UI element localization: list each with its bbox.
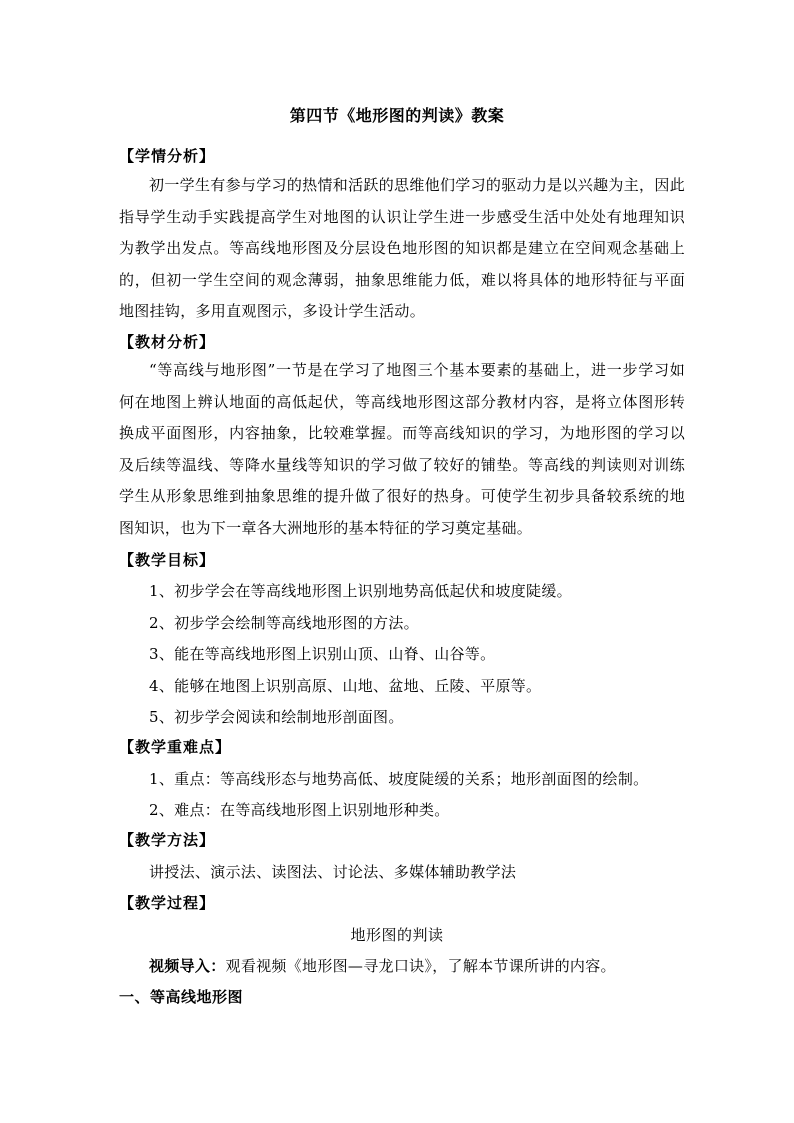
objective-item: 3、能在等高线地形图上识别山顶、山脊、山谷等。	[149, 645, 496, 663]
objective-item: 1、初步学会在等高线地形图上识别地势高低起伏和坡度陡缓。	[149, 582, 572, 600]
document-title: 第四节《地形图的判读》教案	[289, 106, 505, 125]
heading-zhongnandian: 【教学重难点】	[119, 738, 232, 756]
objective-item: 4、能够在地图上识别高原、山地、盆地、丘陵、平原等。	[149, 677, 542, 695]
heading-jiaocai: 【教材分析】	[119, 333, 216, 351]
teaching-methods-text: 讲授法、演示法、读图法、讨论法、多媒体辅助教学法	[149, 863, 517, 881]
section-one-heading: 一、等高线地形图	[119, 988, 244, 1006]
heading-guocheng: 【教学过程】	[119, 894, 216, 912]
objective-item: 2、初步学会绘制等高线地形图的方法。	[149, 614, 419, 632]
heading-fangfa: 【教学方法】	[119, 831, 216, 849]
video-intro-line	[149, 955, 616, 976]
key-point-item: 2、难点：在等高线地形图上识别地形种类。	[149, 801, 450, 819]
video-intro-text: 观看视频《地形图—寻龙口诀》，了解本节课所讲的内容。	[225, 957, 616, 975]
key-point-item: 1、重点：等高线形态与地势高低、坡度陡缓的关系；地形剖面图的绘制。	[149, 770, 649, 788]
video-intro-lead: 视频导入：	[149, 957, 226, 975]
paragraph-jiaocai: “等高线与地形图”一节是在学习了地图三个基本要素的基础上，进一步学习如何在地图上辨认地面的高低起伏，等高线地形图这部分教材内容，是将立体图形转换成平面图形，内容抽象，比较难掌握。而等高线知识的学习，为地形图的学习以及后续等温线、等降水量线等知识的学习做了较好的铺垫。等高线的判读则对训练学生从形象思维到抽象思维的提升做了很好的热身。可使学生初步具备较系统的地图知识，也为下一章各大洲地形的基本特征的学习奠定基础。	[119, 361, 685, 537]
heading-xueqing: 【学情分析】	[119, 147, 216, 165]
objective-item: 5、初步学会阅读和绘制地形剖面图。	[149, 708, 404, 726]
process-center-title: 地形图的判读	[350, 926, 444, 944]
heading-mubiao: 【教学目标】	[119, 551, 216, 569]
paragraph-xueqing: 初一学生有参与学习的热情和活跃的思维他们学习的驱动力是以兴趣为主，因此指导学生动手实践提高学生对地图的认识让学生进一步感受生活中处处有地理知识为教学出发点。等高线地形图及分层设色地形图的知识都是建立在空间观念基础上的，但初一学生空间的观念薄弱，抽象思维能力低，难以将具体的地形特征与平面地图挂钩，多用直观图示，多设计学生活动。	[119, 176, 685, 320]
